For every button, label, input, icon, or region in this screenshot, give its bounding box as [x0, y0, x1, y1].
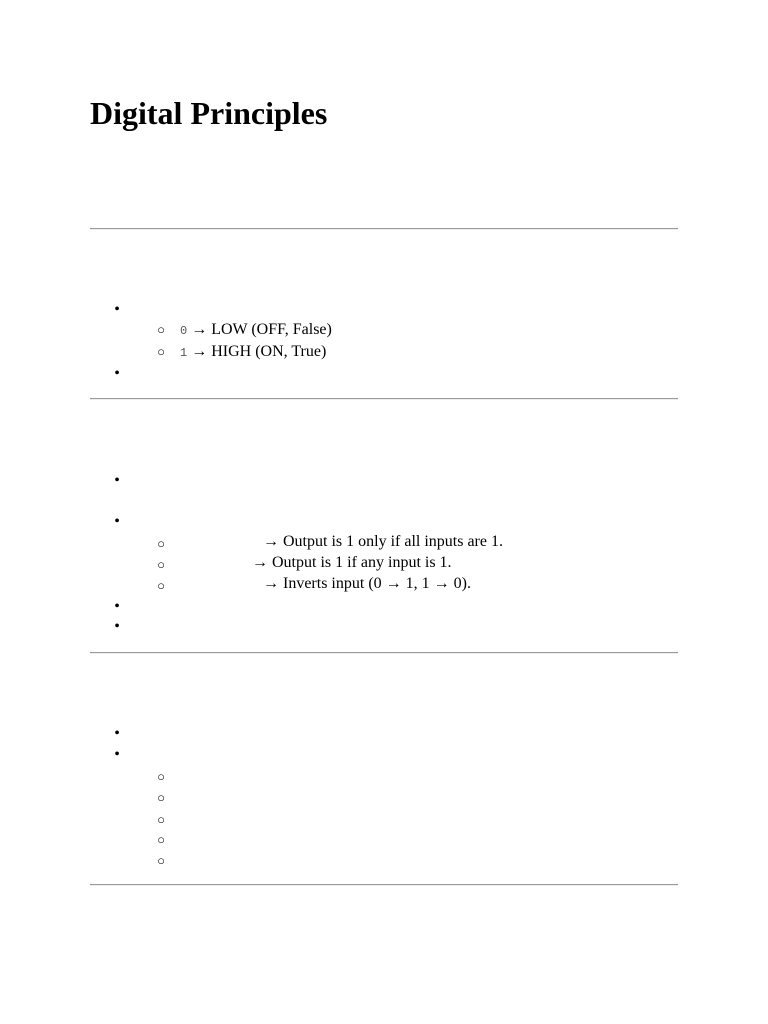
list-item-text: → Output is 1 only if all inputs are 1.: [263, 533, 503, 550]
list-item-text: → HIGH (ON, True): [191, 343, 327, 360]
list-item-text: → Output is 1 if any input is 1.: [252, 554, 452, 571]
horizontal-rule: [90, 884, 678, 886]
circle-bullet-icon: ○: [157, 322, 165, 337]
list-item: [180, 342, 326, 363]
list-item-text: → LOW (OFF, False): [191, 321, 332, 338]
bullet-icon: •: [114, 598, 120, 615]
circle-bullet-icon: ○: [157, 344, 165, 359]
circle-bullet-icon: ○: [157, 832, 165, 847]
circle-bullet-icon: ○: [157, 769, 165, 784]
bullet-icon: •: [114, 746, 120, 763]
bullet-icon: •: [114, 618, 120, 635]
list-item: [180, 320, 332, 341]
circle-bullet-icon: ○: [157, 853, 165, 868]
bullet-icon: •: [114, 513, 120, 530]
horizontal-rule: [90, 652, 678, 654]
horizontal-rule: [90, 228, 678, 230]
circle-bullet-icon: ○: [157, 790, 165, 805]
code-value: 1: [180, 346, 188, 360]
code-value: 0: [180, 324, 188, 338]
page-title: Digital Principles: [90, 95, 328, 131]
bullet-icon: •: [114, 365, 120, 382]
bullet-icon: •: [114, 472, 120, 489]
bullet-icon: •: [114, 725, 120, 742]
bullet-icon: •: [114, 301, 120, 318]
circle-bullet-icon: ○: [157, 812, 165, 827]
circle-bullet-icon: ○: [157, 557, 165, 572]
horizontal-rule: [90, 398, 678, 400]
list-item-text: → Inverts input (0 → 1, 1 → 0).: [263, 575, 471, 592]
circle-bullet-icon: ○: [157, 578, 165, 593]
circle-bullet-icon: ○: [157, 536, 165, 551]
